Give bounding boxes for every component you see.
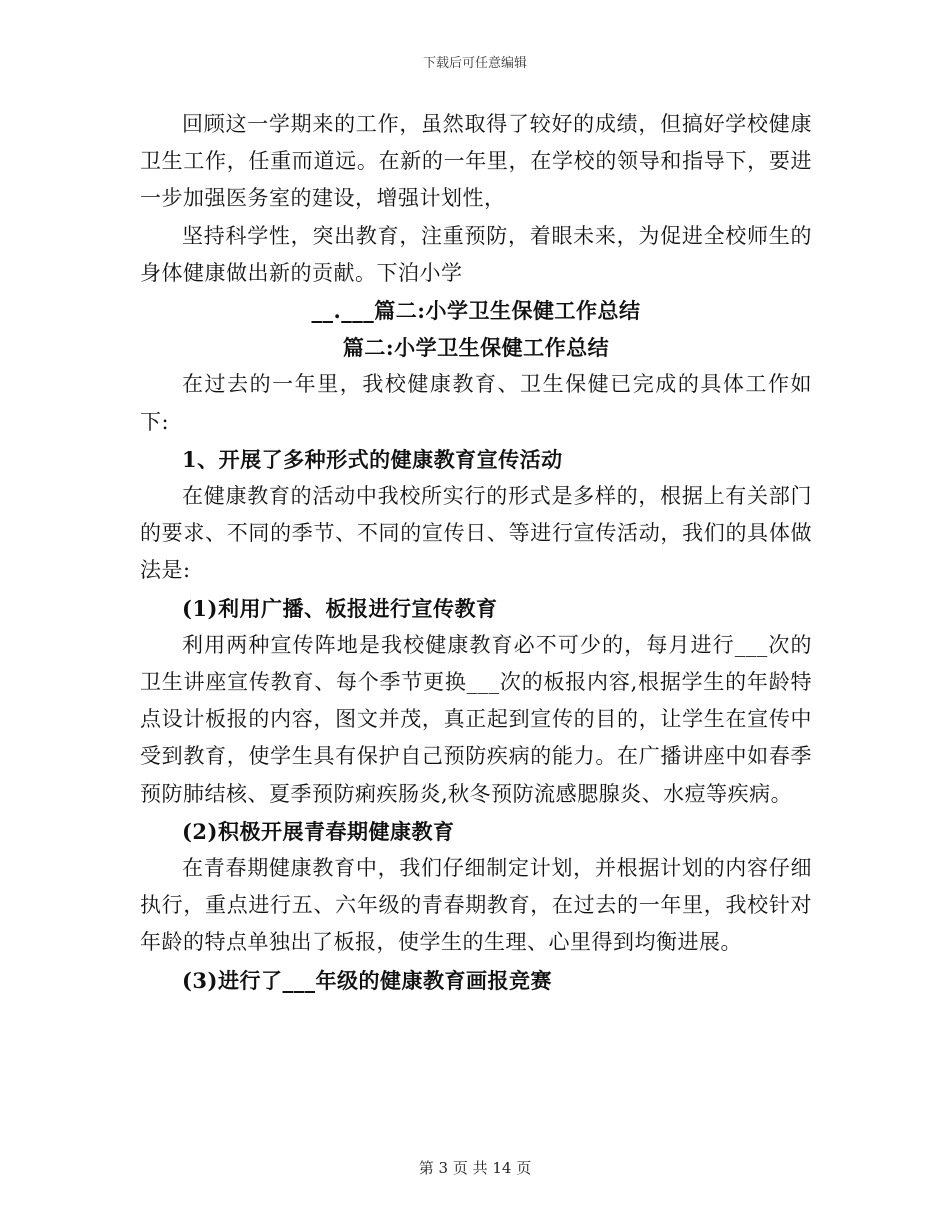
paragraph-intro: 在过去的一年里，我校健康教育、卫生保健已完成的具体工作如下: (140, 372, 812, 434)
page-footer: 第 3 页 共 14 页 (418, 1159, 532, 1177)
heading-1: 1、开展了多种形式的健康教育宣传活动 (182, 446, 563, 472)
paragraph-principles: 坚持科学性，突出教育，注重预防，着眼未来，为促进全校师生的身体健康做出新的贡献。下泊小学 (140, 223, 812, 285)
paragraph-broadcast: 利用两种宣传阵地是我校健康教育必不可少的，每月进行___次的卫生讲座宣传教育、每个季节更换___次的板报内容,根据学生的年龄特点设计板报的内容，图文并茂，真正起到宣传的目的，让学生在宣传中受到教育，使学生具有保护自己预防疾病的能力。在广播讲座中如春季预防肺结核、夏季预防痢疾肠炎,秋冬预防流感腮腺炎、水痘等疾病。 (140, 632, 812, 806)
paragraph-review: 回顾这一学期来的工作，虽然取得了较好的成绩，但搞好学校健康卫生工作，任重而道远。在新的一年里，在学校的领导和指导下，要进一步加强医务室的建设，增强计划性， (140, 112, 812, 211)
section-title: 篇二:小学卫生保健工作总结 (342, 335, 610, 361)
header-note: 下载后可任意编辑 (422, 56, 527, 71)
paragraph-puberty: 在青春期健康教育中，我们仔细制定计划，并根据计划的内容仔细执行，重点进行五、六年级的青春期教育，在过去的一年里，我校针对年龄的特点单独出了板报，使学生的生理、心里得到均衡进展。 (140, 856, 812, 955)
heading-1-2: (2)积极开展青春期健康教育 (182, 818, 455, 844)
document-body (140, 106, 812, 999)
heading-1-1: (1)利用广播、板报进行宣传教育 (182, 595, 498, 621)
heading-1-3: (3)进行了___年级的健康教育画报竞赛 (182, 967, 552, 993)
section-title-numbered: __.___篇二:小学卫生保健工作总结 (311, 298, 641, 324)
paragraph-activities: 在健康教育的活动中我校所实行的形式是多样的，根据上有关部门的要求、不同的季节、不同的宣传日、等进行宣传活动，我们的具体做法是: (140, 484, 812, 583)
